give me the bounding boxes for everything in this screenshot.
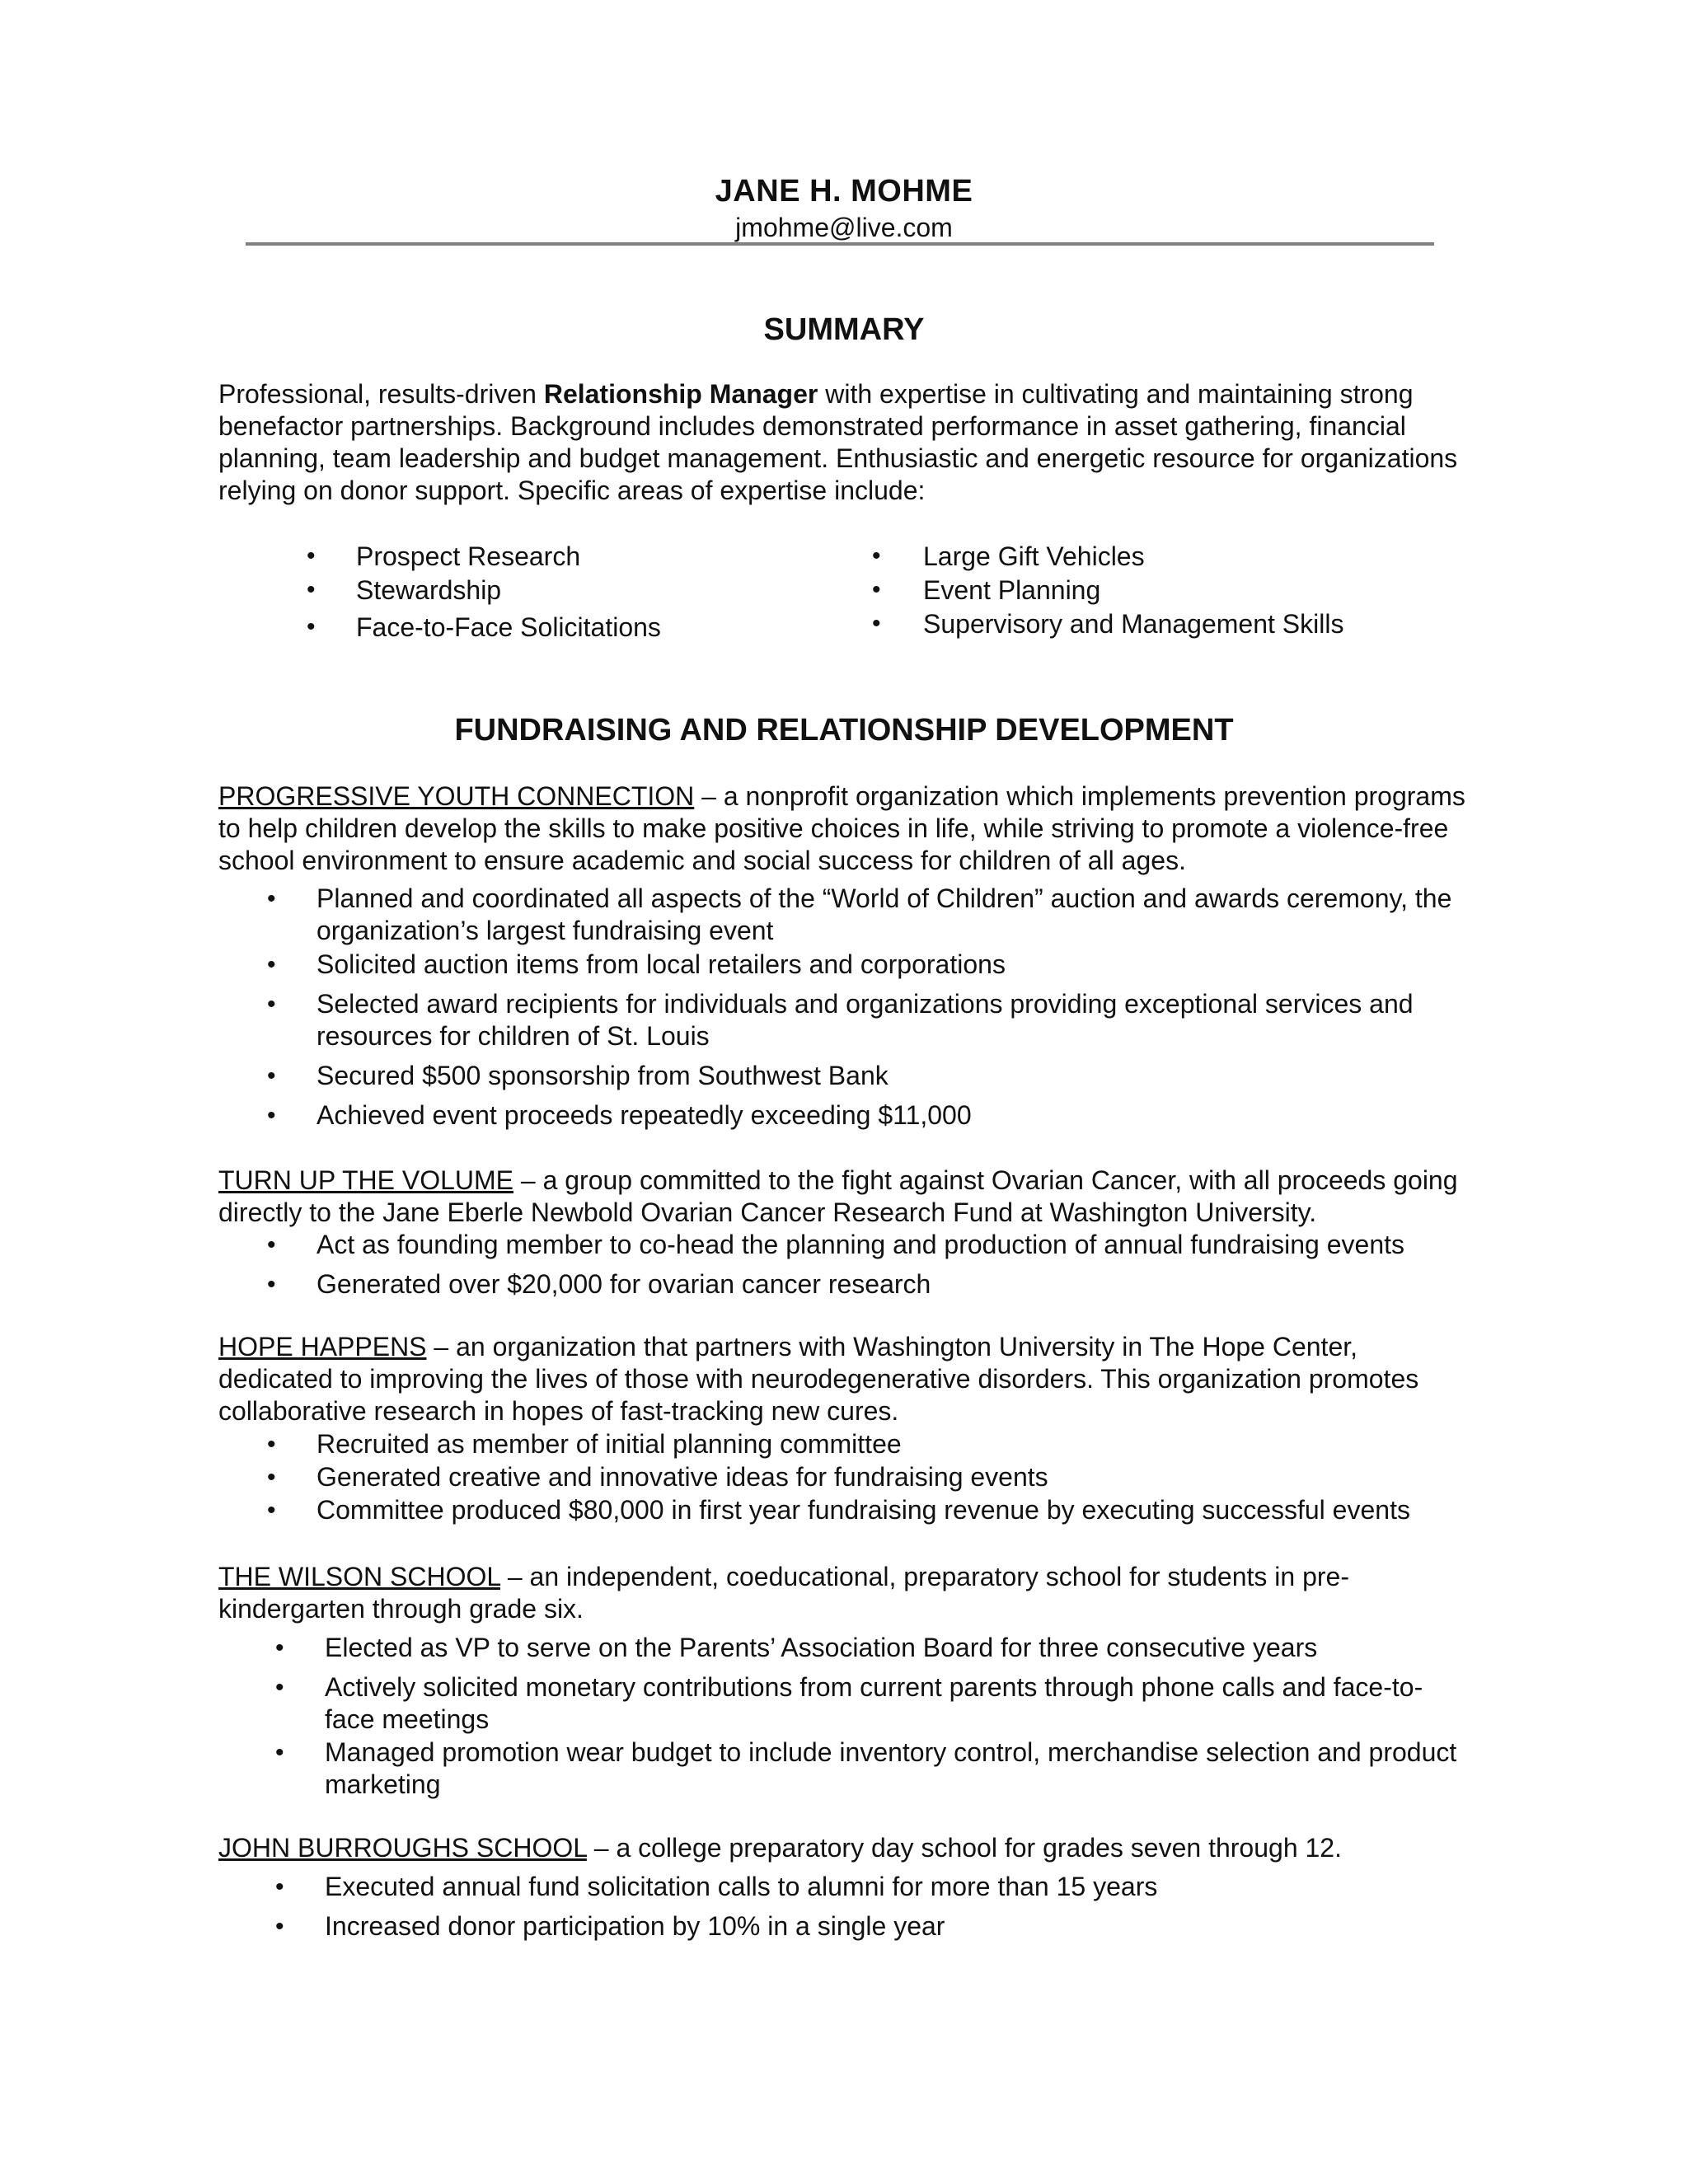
summary-title: SUMMARY: [763, 312, 925, 347]
org-bullets: [267, 1229, 1470, 1301]
list-item: • Executed annual fund solicitation calls to alumni for more than 15 years: [275, 1872, 1158, 1901]
list-item: • Recruited as member of initial planning committee: [267, 1429, 902, 1459]
org-name: JOHN BURROUGHS SCHOOL: [218, 1833, 587, 1863]
list-item: • Solicited auction items from local retailers and corporations: [267, 949, 1006, 979]
list-item: • Managed promotion wear budget to include inventory control, merchandise selection and product marketing: [275, 1737, 1457, 1799]
org-description: THE WILSON SCHOOL – an independent, coeducational, preparatory school for students in pre-kindergarten through grade six.: [218, 1562, 1349, 1624]
org-name: THE WILSON SCHOOL: [218, 1562, 500, 1591]
org-name: HOPE HAPPENS: [218, 1332, 427, 1361]
org-name: TURN UP THE VOLUME: [218, 1165, 513, 1195]
org-bullets: [275, 1632, 1462, 1801]
list-item: • Elected as VP to serve on the Parents’ Association Board for three consecutive years: [275, 1633, 1318, 1662]
list-item: • Committee produced $80,000 in first year fundraising revenue by executing successful events: [267, 1495, 1410, 1525]
resume-page: JANE H. MOHME jmohme@live.com SUMMARY Professional, results-driven Relationship Manager with expertise in cultivating and maintaining strong benefactor partnerships. Background includes demonstrated performance in asset gathering, financial planning, team leadership and budget management. Enthusiastic and energetic resource for organizations relying on donor support. Specific areas of expertise include: • Prospect Research • Stewardship • Face-to-Face Solicitations • Large Gift Vehicles • Event Planning • Supervisory and Management Skills FUNDRAISING AND RELATIONSHIP DEVELOPMENT PROGRESSIVE YOUTH CONNECTION – a nonprofit organization which implements prevention programs to help children develop the skills to make positive choices in life, while striving to promote a violence-free school environment to ensure academic and social success for children of all ages. • Planned and coordinated all aspects of the “World of Children” auction and awards ceremony, the organization’s largest fundraising event • Solicited auction items from local retailers and corporations • Selected award recipients for individuals and organizations providing exceptional services and resources for children of St. Louis • Secured $500 sponsorship from Southwest Bank • Achieved event proceeds repeatedly exceeding $11,000 TURN UP THE VOLUME – a group committed to the fight against Ovarian Cancer, with all proceeds going directly to the Jane Eberle Newbold Ovarian Cancer Research Fund at Washington University. • Act as founding member to co-head the planning and production of annual fundraising events • Generated over $20,000 for ovarian cancer research HOPE HAPPENS – an organization that partners with Washington University in The Hope Center, dedicated to improving the lives of those with neurodegenerative disorders. This organization promotes collaborative research in hopes of fast-tracking new cures. • Recruited as member of initial planning committee • Generated creative and innovative ideas for fundraising events • Committee produced $80,000 in first year fundraising revenue by executing successful events THE WILSON SCHOOL – an independent, coeducational, preparatory school for students in pre-kindergarten through grade six. • Elected as VP to serve on the Parents’ Association Board for three consecutive years • Actively solicited monetary contributions from current parents through phone calls and face-to-face meetings • Managed promotion wear budget to include inventory control, merchandise selection and product marketing JOHN BURROUGHS SCHOOL – a college preparatory day school for grades seven through 12. • Executed annual fund solicitation calls to alumni for more than 15 years • Increased donor participation by 10% in a single year: [0, 0, 1688, 2184]
org-description: TURN UP THE VOLUME – a group committed to the fight against Ovarian Cancer, with all proceeds going directly to the Jane Eberle Newbold Ovarian Cancer Research Fund at Washington University.: [218, 1165, 1458, 1227]
list-item: • Act as founding member to co-head the planning and production of annual fundraising events: [267, 1230, 1404, 1259]
org-bullets: [275, 1871, 1462, 1943]
list-item: • Generated over $20,000 for ovarian cancer research: [267, 1269, 931, 1299]
summary-intro-pre: Professional, results-driven: [218, 379, 544, 409]
summary-intro-post: with expertise in cultivating and maintaining strong benefactor partnerships. Background includes demonstrated performance in asset gathering, financial planning, team leadership and budget management. Enthusiastic and energetic resource for organizations relying on donor support. Specific areas of expertise include:: [218, 379, 1458, 505]
org-description: HOPE HAPPENS – an organization that partners with Washington University in The Hope Center, dedicated to improving the lives of those with neurodegenerative disorders. This organization promotes collaborative research in hopes of fast-tracking new cures.: [218, 1332, 1419, 1426]
list-item: • Increased donor participation by 10% in a single year: [275, 1911, 945, 1941]
list-item: • Actively solicited monetary contributions from current parents through phone calls and face-to-face meetings: [275, 1672, 1423, 1734]
fundraising-title: FUNDRAISING AND RELATIONSHIP DEVELOPMENT: [454, 713, 1234, 748]
org-bullets: [267, 883, 1470, 1132]
list-item: • Generated creative and innovative ideas for fundraising events: [267, 1462, 1048, 1492]
candidate-email: jmohme@live.com: [735, 213, 953, 242]
summary-intro-bold: Relationship Manager: [543, 379, 818, 409]
org-name: PROGRESSIVE YOUTH CONNECTION: [218, 781, 695, 811]
list-item: • Achieved event proceeds repeatedly exceeding $11,000: [267, 1100, 972, 1130]
resume-header: [0, 171, 1688, 244]
list-item: • Planned and coordinated all aspects of the “World of Children” auction and awards ceremony, the organization’s largest fundraising event: [267, 883, 1452, 945]
candidate-name: JANE H. MOHME: [715, 174, 973, 209]
list-item: • Selected award recipients for individuals and organizations providing exceptional services and resources for children of St. Louis: [267, 989, 1414, 1051]
header-divider: [246, 242, 1434, 246]
org-description: JOHN BURROUGHS SCHOOL – a college preparatory day school for grades seven through 12.: [218, 1833, 1342, 1863]
list-item: • Secured $500 sponsorship from Southwest Bank: [267, 1061, 889, 1090]
org-bullets: [267, 1428, 1470, 1526]
summary-paragraph: [218, 378, 1471, 507]
org-description: PROGRESSIVE YOUTH CONNECTION – a nonprofit organization which implements prevention programs to help children develop the skills to make positive choices in life, while striving to promote a violence-free school environment to ensure academic and social success for children of all ages.: [218, 781, 1465, 875]
